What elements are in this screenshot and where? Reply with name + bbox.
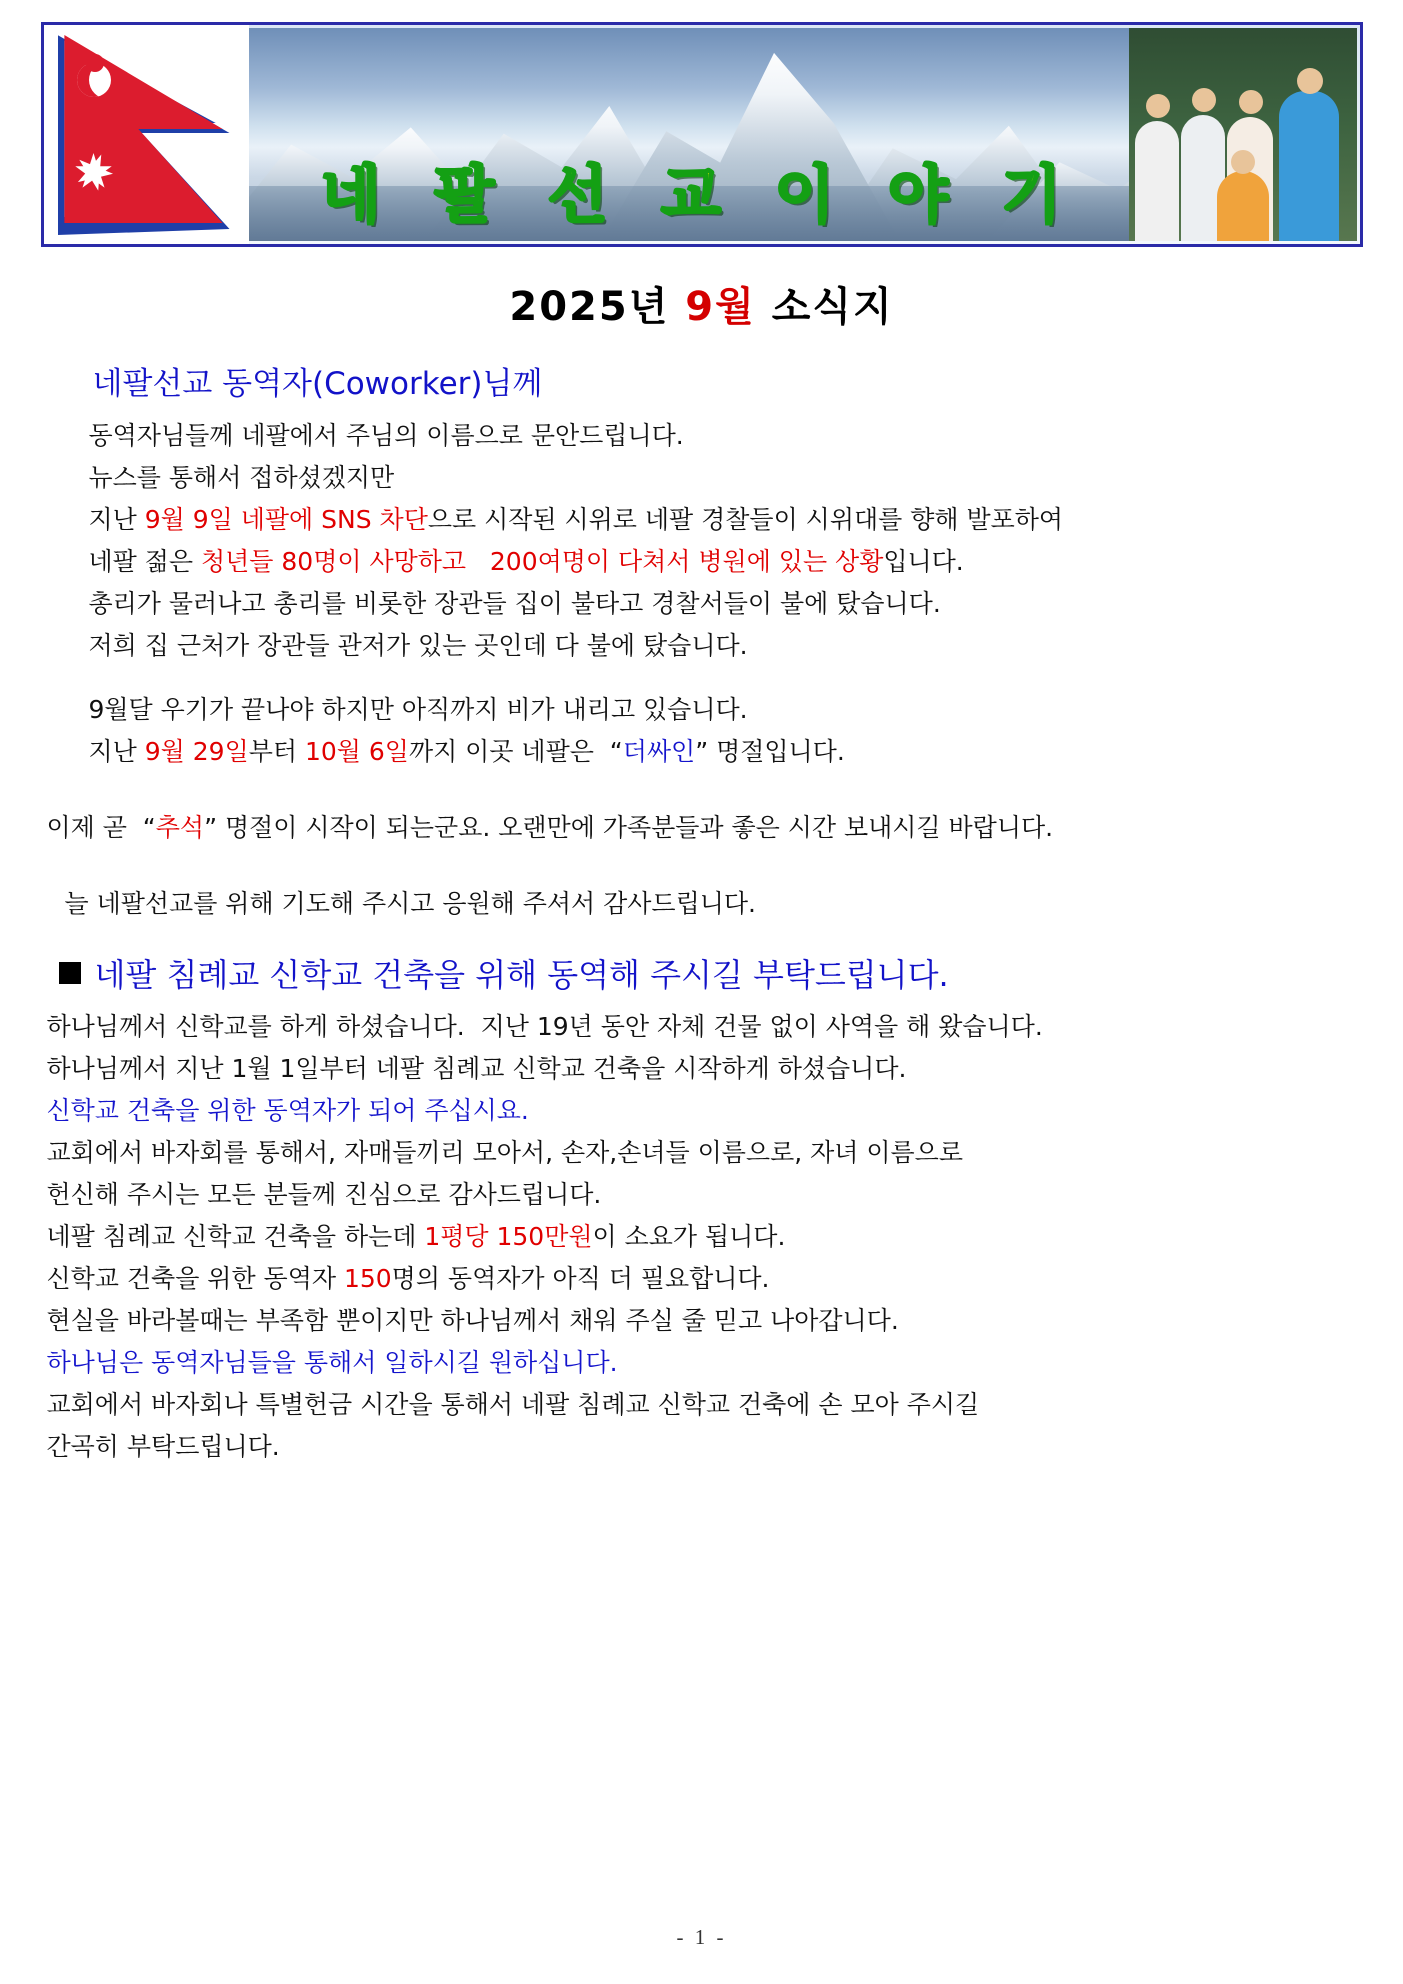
text-span: 부터 xyxy=(248,737,305,766)
text-span: 네팔 침례교 신학교 건축을 하는데 xyxy=(46,1222,425,1251)
banner-title: 네 팔 선 교 이 야 기 xyxy=(320,157,1078,231)
title-suffix: 소식지 xyxy=(771,284,894,330)
spacer xyxy=(41,853,1363,887)
newsletter-banner xyxy=(41,22,1363,247)
text-span: 교회에서 바자회를 통해서, 자매들끼리 모아서, 손자,손녀들 이름으로, 자녀 이름으로 xyxy=(46,1138,963,1167)
text-span: 이제 곧 “ xyxy=(46,813,156,842)
text-span: 저희 집 근처가 장관들 관저가 있는 곳인데 다 불에 탔습니다. xyxy=(88,631,748,660)
text-span: 신학교 건축을 위한 동역자가 되어 주십시요. xyxy=(46,1096,529,1125)
text-line xyxy=(41,545,1363,578)
text-span: 까지 이곳 네팔은 “ xyxy=(408,737,623,766)
text-span: 9월달 우기가 끝나야 하지만 아직까지 비가 내리고 있습니다. xyxy=(88,695,748,724)
text-span: 이 소요가 됩니다. xyxy=(592,1222,786,1251)
text-span: 1평당 150만원 xyxy=(424,1222,593,1251)
text-span: 입니다. xyxy=(883,547,964,576)
text-span: 지난 xyxy=(88,737,145,766)
text-line xyxy=(41,735,1363,768)
text-span: 하나님은 동역자님들을 통해서 일하시길 원하십니다. xyxy=(46,1348,618,1377)
text-line xyxy=(41,503,1363,536)
page-number: - 1 - xyxy=(676,1925,727,1949)
text-line xyxy=(41,1430,1363,1463)
text-span: 간곡히 부탁드립니다. xyxy=(46,1432,280,1461)
text-span: ” 명절입니다. xyxy=(695,737,845,766)
text-span: 하나님께서 지난 1월 1일부터 네팔 침례교 신학교 건축을 시작하게 하셨습니다. xyxy=(46,1054,907,1083)
text-line xyxy=(41,693,1363,726)
square-bullet-icon xyxy=(59,962,81,984)
newsletter-body xyxy=(41,247,1363,1463)
text-span: 150 xyxy=(343,1264,392,1293)
page-title xyxy=(41,275,1363,332)
text-span: 으로 시작된 시위로 네팔 경찰들이 시위대를 향해 발포하여 xyxy=(427,505,1064,534)
text-span: 뉴스를 통해서 접하셨겠지만 xyxy=(88,463,395,492)
text-line xyxy=(41,887,1363,920)
text-line xyxy=(41,587,1363,620)
text-span: 9월 29일 xyxy=(144,737,249,766)
text-line xyxy=(41,1346,1363,1379)
paragraph-rain-festival xyxy=(41,693,1363,768)
section-heading-label: 네팔 침례교 신학교 건축을 위해 동역해 주시길 부탁드립니다. xyxy=(94,956,949,994)
text-span: 9월 9일 네팔에 SNS 차단 xyxy=(144,505,428,534)
spacer xyxy=(41,671,1363,693)
paragraph-thanks xyxy=(41,887,1363,920)
text-line xyxy=(41,629,1363,662)
text-span: 청년들 80명이 사망하고 200여명이 다쳐서 병원에 있는 상황 xyxy=(201,547,884,576)
text-span: 헌신해 주시는 모든 분들께 진심으로 감사드립니다. xyxy=(46,1180,602,1209)
text-span: 동역자님들께 네팔에서 주님의 이름으로 문안드립니다. xyxy=(88,421,684,450)
missionary-family-photo xyxy=(1129,28,1357,241)
text-span: 10월 6일 xyxy=(304,737,409,766)
section-heading-seminary xyxy=(59,950,1363,996)
title-month: 9월 xyxy=(685,284,756,330)
text-line xyxy=(41,1178,1363,1211)
text-line xyxy=(41,1136,1363,1169)
text-line xyxy=(41,1094,1363,1127)
text-span: ” 명절이 시작이 되는군요. 오랜만에 가족분들과 좋은 시간 보내시길 바랍니다. xyxy=(204,813,1054,842)
spacer xyxy=(41,777,1363,811)
text-line xyxy=(41,1052,1363,1085)
text-span: 총리가 물러나고 총리를 비롯한 장관들 집이 불타고 경찰서들이 불에 탔습니다. xyxy=(88,589,941,618)
text-span: 추석 xyxy=(155,813,205,842)
paragraph-chuseok xyxy=(41,811,1363,844)
text-span: 네팔 젊은 xyxy=(88,547,201,576)
text-span: 지난 xyxy=(88,505,145,534)
text-span: 하나님께서 신학교를 하게 하셨습니다. 지난 19년 동안 자체 건물 없이 사역을 해 왔습니다. xyxy=(46,1012,1043,1041)
text-span: 신학교 건축을 위한 동역자 xyxy=(46,1264,344,1293)
text-line xyxy=(41,1220,1363,1253)
paragraph-news xyxy=(41,419,1363,662)
text-span: 늘 네팔선교를 위해 기도해 주시고 응원해 주셔서 감사드립니다. xyxy=(64,889,756,918)
text-line xyxy=(41,1388,1363,1421)
title-year: 2025년 xyxy=(509,284,670,330)
text-span: 현실을 바라볼때는 부족함 뿐이지만 하나님께서 채워 주실 줄 믿고 나아갑니다. xyxy=(46,1306,899,1335)
text-line xyxy=(41,1304,1363,1337)
text-span: 교회에서 바자회나 특별헌금 시간을 통해서 네팔 침례교 신학교 건축에 손 모아 주시길 xyxy=(46,1390,980,1419)
text-span: 명의 동역자가 아직 더 필요합니다. xyxy=(391,1264,770,1293)
text-line xyxy=(41,1262,1363,1295)
nepal-flag-icon xyxy=(44,25,249,244)
text-line xyxy=(41,1010,1363,1043)
text-line xyxy=(41,811,1363,844)
text-span: 더싸인 xyxy=(622,737,696,766)
text-line xyxy=(41,461,1363,494)
text-line xyxy=(41,419,1363,452)
paragraph-seminary xyxy=(41,1010,1363,1463)
greeting-line: 네팔선교 동역자(Coworker)님께 xyxy=(92,366,543,402)
